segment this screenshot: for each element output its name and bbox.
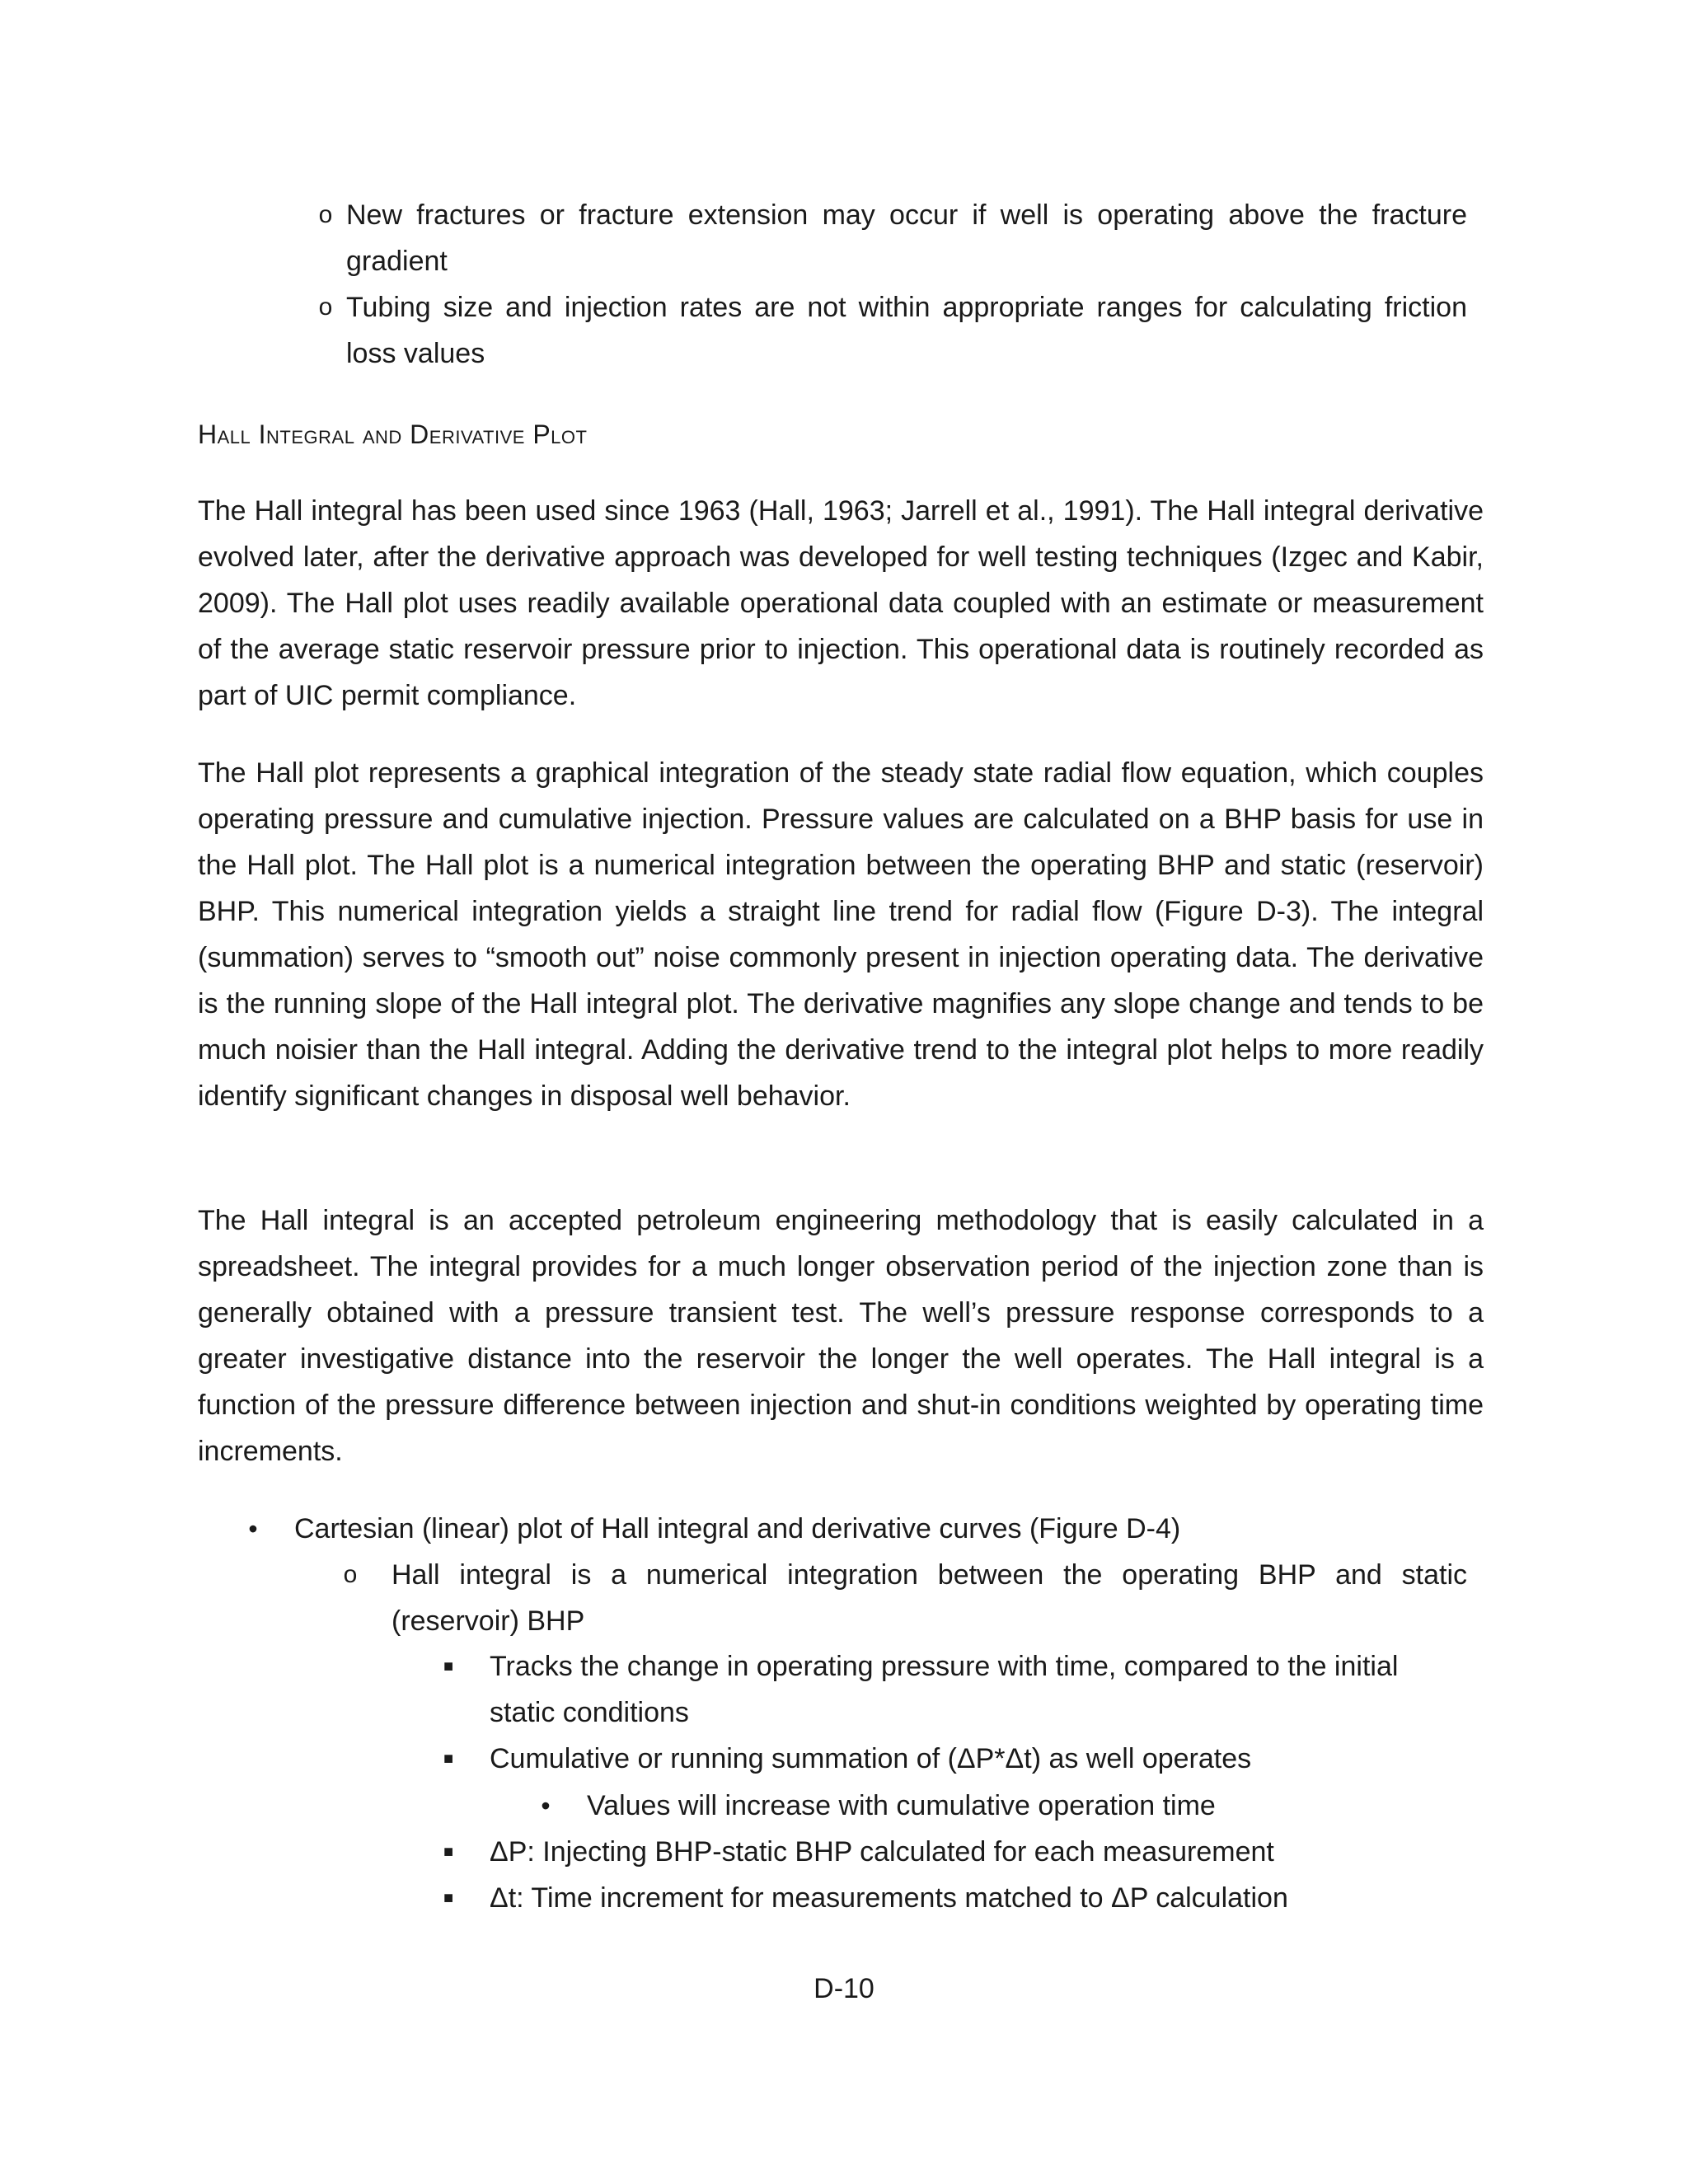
paragraph: The Hall integral is an accepted petroleum engineering methodology that is easily calculated in a spreadsheet. The integral provides for a much longer observation period of the injection zone than is generally obtained with a pressure transient test. The well’s pressure response corresponds to a greater investigative distance into the reservoir the longer the well operates. The Hall integral is a function of the pressure difference between injection and shut-in conditions weighted by operating time increments. — [198, 1205, 1484, 1467]
bullet-text: Cartesian (linear) plot of Hall integral and derivative curves (Figure D-4) — [294, 1513, 1181, 1544]
bullet-text: Hall integral is a numerical integration between the operating BHP and static (reservoir) BHP — [392, 1559, 1467, 1637]
bullet-text: ΔP: Injecting BHP-static BHP calculated for each measurement — [490, 1836, 1274, 1868]
section-heading: Hall Integral and Derivative Plot — [198, 419, 588, 449]
list-item-level4 — [541, 1783, 1467, 1829]
bullet-dot-icon: • — [248, 1514, 258, 1544]
square-bullet-icon: ■ — [443, 1750, 454, 1768]
bullet-text: Tubing size and injection rates are not within appropriate ranges for calculating friction loss values — [346, 292, 1467, 369]
square-bullet-icon: ■ — [443, 1843, 454, 1861]
bullet-text: Tracks the change in operating pressure with time, compared to the initial static conditions — [490, 1651, 1399, 1728]
list-item-level1 — [248, 1506, 1481, 1552]
bullet-text: Δt: Time increment for measurements matched to ΔP calculation — [490, 1882, 1288, 1914]
list-item — [318, 192, 1467, 284]
circle-bullet-icon: o — [318, 201, 333, 228]
square-bullet-icon: ■ — [443, 1657, 454, 1675]
list-item-level2 — [343, 1552, 1467, 1644]
paragraph: The Hall plot represents a graphical integration of the steady state radial flow equation, which couples operating pressure and cumulative injection. Pressure values are calculated on a BHP basis for use in the Hall plot. The Hall plot is a numerical integration between the operating BHP and static (reservoir) BHP. This numerical integration yields a straight line trend for radial flow (Figure D-3). The integral (summation) serves to “smooth out” noise commonly present in injection operating data. The derivative is the running slope of the Hall integral plot. The derivative magnifies any slope change and tends to be much noisier than the Hall integral. Adding the derivative trend to the integral plot helps to more readily identify significant changes in disposal well behavior. — [198, 757, 1484, 1112]
list-item-level3 — [443, 1829, 1467, 1875]
bullet-text: Cumulative or running summation of (ΔP*Δt) as well operates — [490, 1743, 1252, 1774]
bullet-dot-icon: • — [541, 1791, 551, 1821]
circle-bullet-icon: o — [318, 293, 333, 321]
page-number: D-10 — [814, 1973, 874, 2004]
list-item — [318, 284, 1467, 377]
list-item-level3 — [443, 1643, 1467, 1736]
bullet-text: New fractures or fracture extension may occur if well is operating above the fracture gradient — [346, 199, 1467, 277]
list-item-level3 — [443, 1875, 1467, 1921]
square-bullet-icon: ■ — [443, 1889, 454, 1907]
bullet-text: Values will increase with cumulative operation time — [587, 1790, 1216, 1821]
list-item-level3 — [443, 1736, 1467, 1782]
paragraph: The Hall integral has been used since 1963 (Hall, 1963; Jarrell et al., 1991). The Hall integral derivative evolved later, after the derivative approach was developed for well testing techniques (Izgec and Kabir, 2009). The Hall plot uses readily available operational data coupled with an estimate or measurement of the average static reservoir pressure prior to injection. This operational data is routinely recorded as part of UIC permit compliance. — [198, 495, 1484, 711]
circle-bullet-icon: o — [343, 1561, 358, 1588]
